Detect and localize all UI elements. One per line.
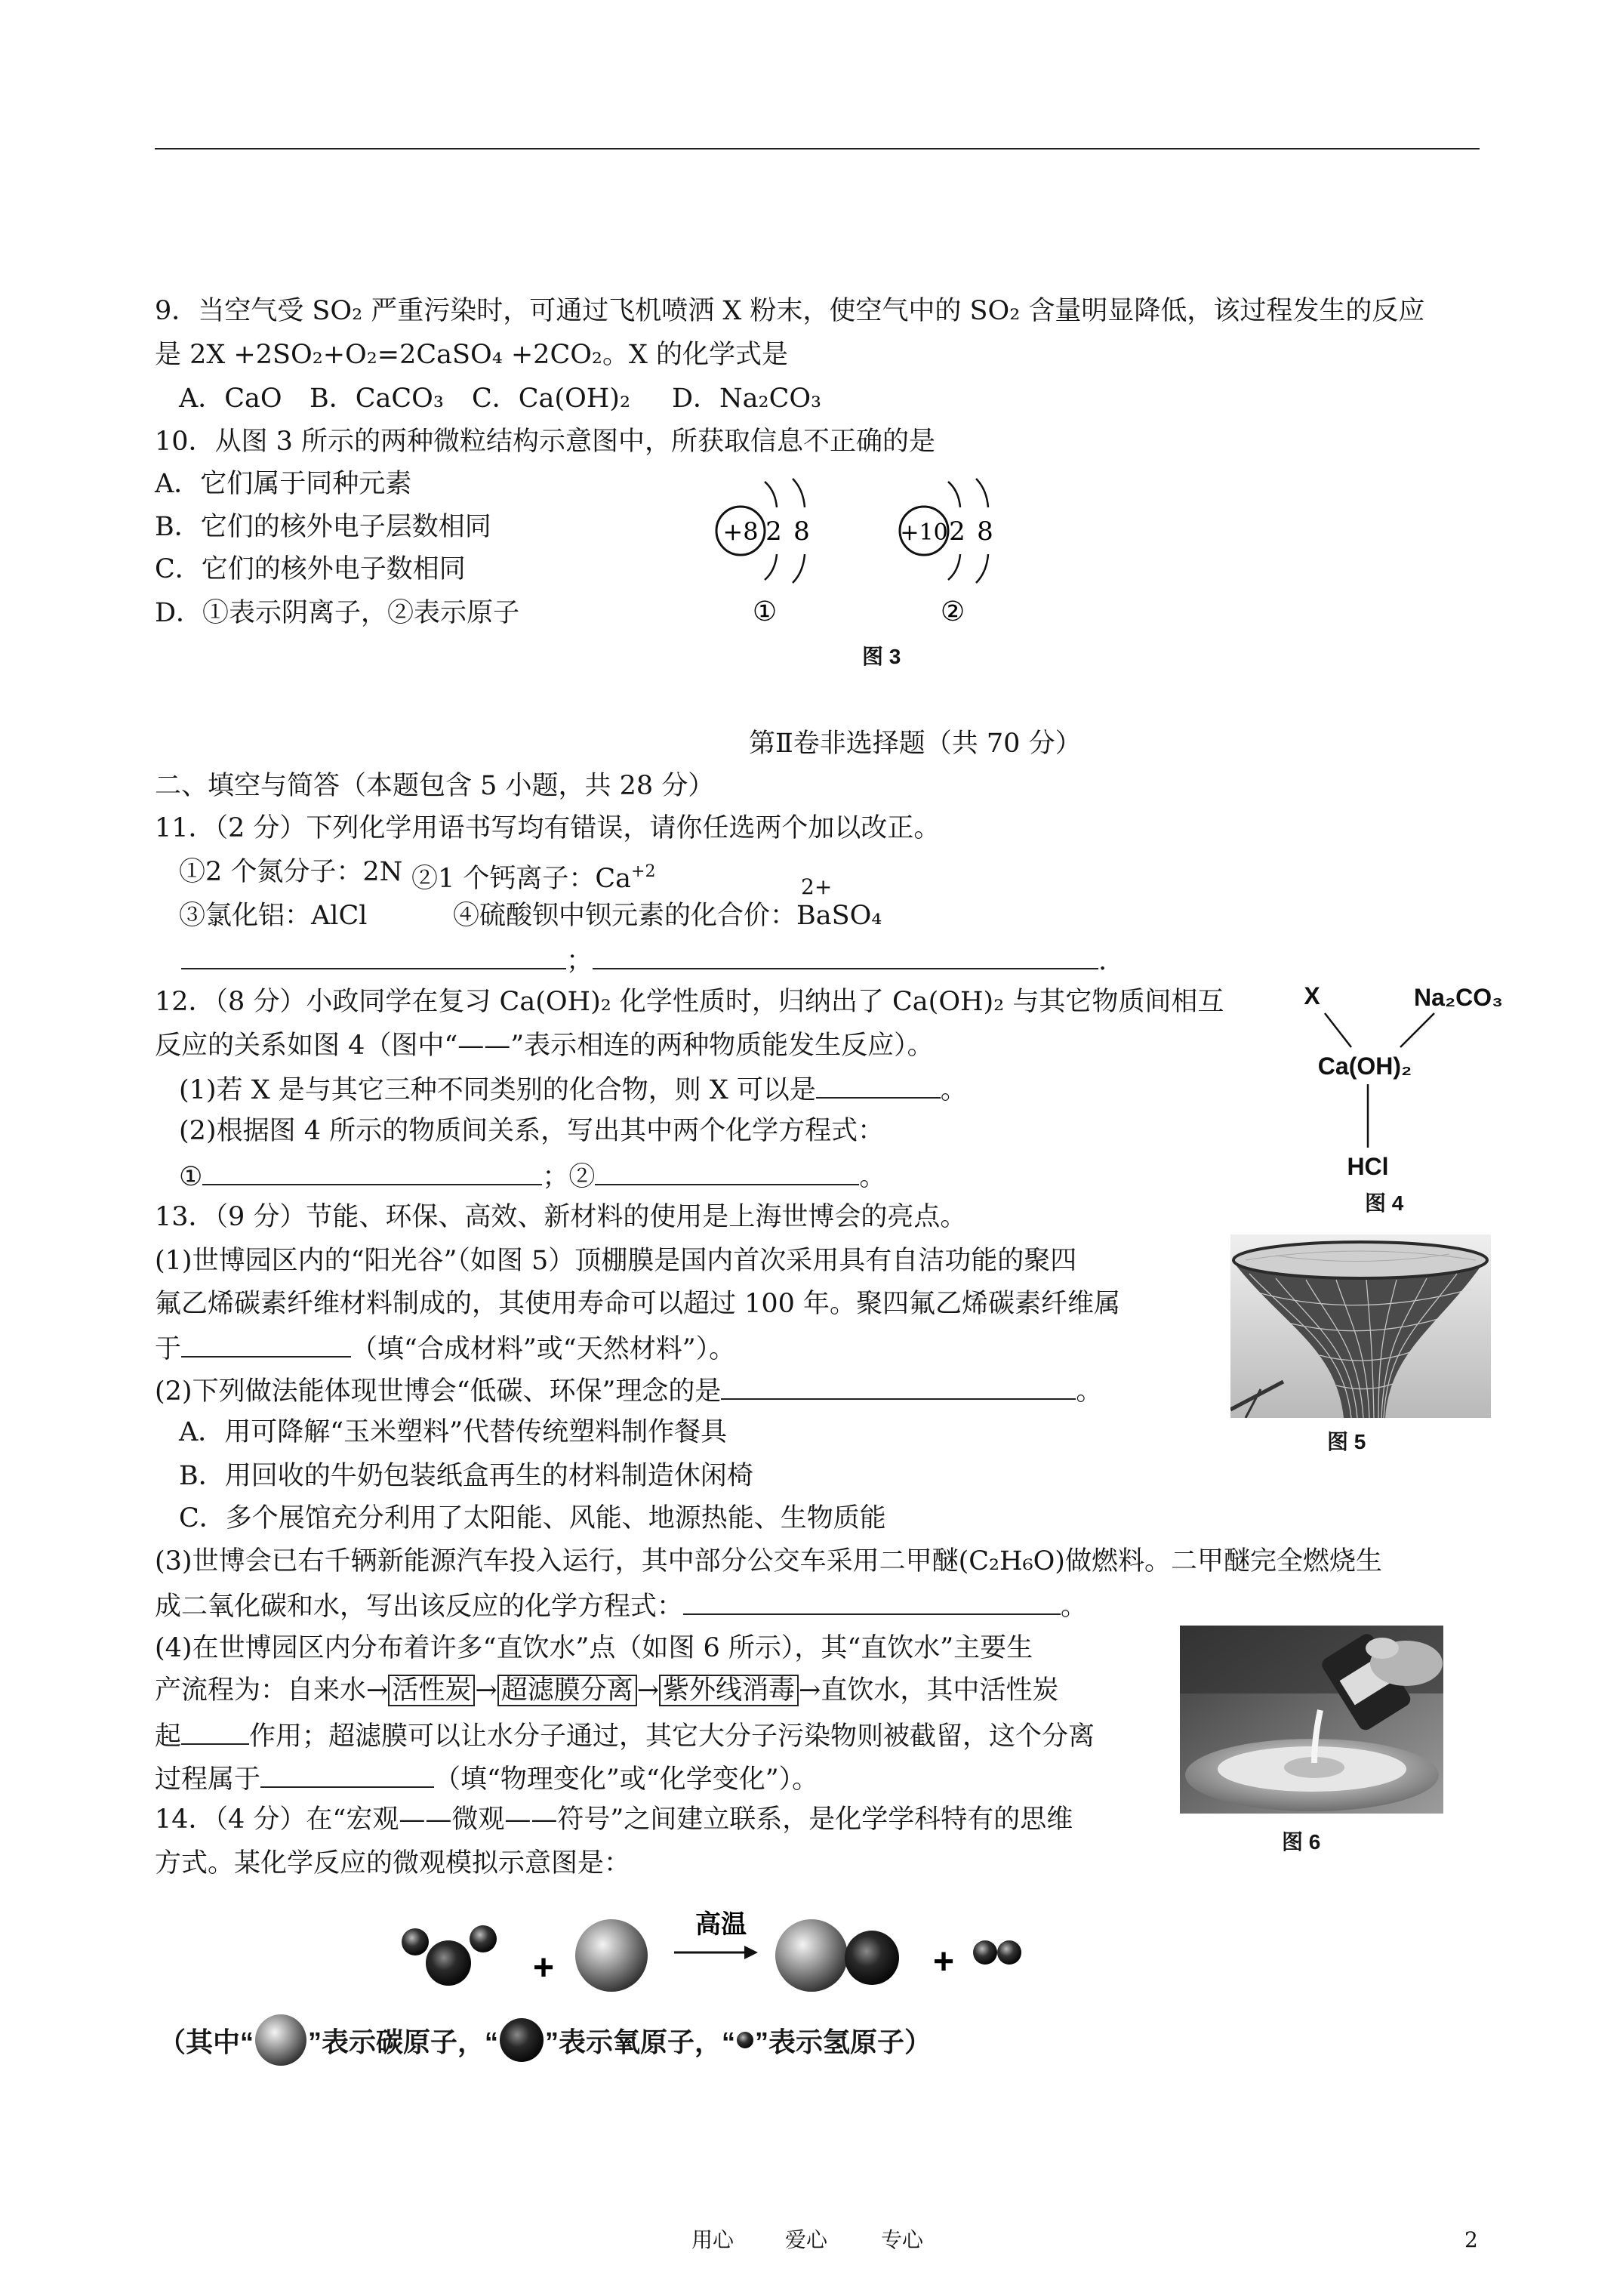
q13-p3-line-1: (3)世博会已右千辆新能源汽车投入运行，其中部分公交车采用二甲醚(C₂H₆O)做燃料。二甲醚完全燃烧生	[155, 1546, 1382, 1576]
q9-option-d: D．Na₂CO₃	[672, 384, 822, 414]
figure-6-caption: 图 6	[1282, 1830, 1321, 1854]
node-hcl: HCl	[1347, 1153, 1389, 1180]
q13-p4-line-3-pre: 起	[155, 1721, 182, 1752]
q11-item-2-text: ②1 个钙离子：Ca	[411, 864, 632, 894]
q11-item-2-charge: +2	[631, 862, 656, 881]
q12-answer-line	[179, 1158, 885, 1194]
q13-p3-line-2	[155, 1588, 1087, 1623]
q10-option-d: D．①表示阴离子，②表示原子	[155, 598, 520, 628]
q12-sub-1-end: 。	[940, 1075, 967, 1105]
q13-p3-line-2-pre: 成二氧化碳和水，写出该反应的化学方程式：	[155, 1592, 684, 1622]
q11-stem: 11．（2 分）下列化学用语书写均有错误，请你任选两个加以改正。	[155, 813, 941, 843]
flow-arrow: →	[475, 1675, 497, 1706]
footer-motto-1: 用心	[691, 2227, 735, 2252]
q13-p1-line-1: (1)世博园区内的“阳光谷”（如图 5）顶棚膜是国内首次采用具有自洁功能的聚四	[155, 1246, 1077, 1276]
plus-sign: +	[532, 1948, 555, 1988]
q13-p4-flow	[155, 1674, 1058, 1707]
q13-p1-line-3-post: （填“合成材料”或“天然材料”）。	[351, 1334, 736, 1364]
node-na2co3: Na₂CO₃	[1414, 984, 1503, 1011]
q13-p1-line-2: 氟乙烯碳素纤维材料制成的，其使用寿命可以超过 100 年。聚四氟乙烯碳素纤维属	[155, 1289, 1121, 1319]
footer-motto-3: 专心	[881, 2227, 924, 2252]
legend-text-2: ”表示碳原子，“	[308, 2026, 499, 2057]
q9-option-b: B．CaCO₃	[310, 384, 444, 414]
q13-p2	[155, 1373, 1102, 1408]
reaction-micro-diagram	[377, 1895, 1042, 2008]
q9-option-a: A．CaO	[179, 384, 282, 414]
q9-line-2: 是 2X +2SO₂+O₂=2CaSO₄ +2CO₂。X 的化学式是	[155, 340, 788, 370]
particle-marker-1: ①	[752, 596, 778, 627]
carbon-atom	[575, 1919, 648, 1992]
flow-box-activated-carbon: 活性炭	[388, 1675, 475, 1706]
q13-p4-line-4	[155, 1761, 818, 1796]
q11-item-3: ③氯化铝：AlCl	[179, 901, 368, 931]
atom-legend	[159, 2010, 932, 2070]
relation-lines	[1325, 1013, 1434, 1148]
hydrogen-atom	[973, 1940, 997, 1965]
answer-blank[interactable]	[260, 1761, 434, 1788]
q13-p1-line-3	[155, 1330, 735, 1366]
drinking-water-photo	[1180, 1626, 1443, 1814]
q9-option-c: C．Ca(OH)₂	[472, 384, 630, 414]
q13-p4-line-4-post: （填“物理变化”或“化学变化”）。	[434, 1764, 819, 1795]
answer-blank[interactable]	[181, 1330, 351, 1358]
q11-item-1: ①2 个氮分子：2N	[179, 857, 403, 887]
particle-structure-figure	[702, 468, 1027, 634]
answer-blank[interactable]	[202, 1158, 542, 1185]
shell-electrons-2-1: 2	[949, 516, 965, 547]
hydrogen-atom	[470, 1925, 497, 1952]
part-heading: 二、填空与简答（本题包含 5 小题，共 28 分）	[155, 771, 715, 801]
hydrogen-atom-icon	[735, 2030, 755, 2050]
q10-option-b: B．它们的核外电子层数相同	[155, 512, 491, 542]
answer-blank[interactable]	[816, 1071, 941, 1099]
shell-electrons-2-2: 8	[977, 516, 993, 547]
q11-item-4-formula-wrap	[796, 874, 882, 932]
q13-p2-option-c: C．多个展馆充分利用了太阳能、风能、地源热能、生物质能	[179, 1503, 886, 1533]
q12-answer-separator: ；②	[542, 1162, 596, 1192]
figure-4-caption: 图 4	[1365, 1191, 1404, 1215]
water-molecule	[402, 1925, 497, 1986]
q13-p4-line-3	[155, 1718, 1095, 1753]
section-title: 第Ⅱ卷非选择题（共 70 分）	[749, 729, 1082, 759]
hydrogen-atom	[997, 1940, 1021, 1965]
q11-answer-line	[181, 942, 1107, 978]
hydrogen-molecule	[973, 1940, 1021, 1965]
q13-p3-line-2-post: 。	[1061, 1592, 1088, 1622]
page-number: 2	[1464, 2227, 1478, 2252]
answer-blank[interactable]	[683, 1588, 1061, 1615]
hydrogen-atom	[402, 1928, 429, 1955]
particle-marker-2: ②	[940, 596, 965, 627]
q10-option-c: C．它们的核外电子数相同	[155, 554, 466, 584]
oxygen-atom	[426, 1940, 471, 1986]
legend-text-3: ”表示氧原子，“	[545, 2026, 736, 2057]
nucleus-charge-2: +10	[900, 519, 948, 546]
legend-text-1: （其中“	[159, 2026, 254, 2057]
q12-sub-2: (2)根据图 4 所示的物质间关系，写出其中两个化学方程式：	[179, 1116, 885, 1146]
legend-text-4: ”表示氢原子）	[755, 2026, 932, 2057]
reaction-arrow	[674, 1946, 758, 1959]
q10-option-a: A．它们属于同种元素	[155, 469, 412, 499]
carbon-atom-icon	[254, 2013, 308, 2067]
answer-blank[interactable]	[181, 1718, 249, 1745]
q13-p2-post: 。	[1076, 1376, 1103, 1407]
nucleus-charge-1: +8	[722, 517, 759, 546]
answer-blank[interactable]	[595, 1158, 859, 1185]
oxygen-atom	[845, 1931, 899, 1985]
figure-5-caption: 图 5	[1327, 1430, 1366, 1453]
q13-p2-pre: (2)下列做法能体现世博会“低碳、环保”理念的是	[155, 1376, 722, 1407]
q11-item-4-valence: 2+	[801, 874, 833, 899]
q11-answer-end: .	[1098, 946, 1107, 976]
q12-line-2: 反应的关系如图 4（图中“——”表示相连的两种物质能发生反应）。	[155, 1031, 934, 1061]
answer-blank[interactable]	[721, 1373, 1076, 1400]
q11-item-4-text: ④硫酸钡中钡元素的化合价：	[453, 901, 797, 931]
q12-line-1: 12．（8 分）小政同学在复习 Ca(OH)₂ 化学性质时，归纳出了 Ca(OH)₂ 与其它物质间相互	[155, 987, 1224, 1017]
answer-blank[interactable]	[593, 942, 1098, 969]
flow-pre: 产流程为：自来水→	[155, 1675, 389, 1706]
q13-p1-line-3-pre: 于	[155, 1334, 182, 1364]
carbon-atom	[775, 1919, 848, 1992]
flow-post: →直饮水，其中活性炭	[799, 1675, 1059, 1706]
q13-p4-line-4-pre: 过程属于	[155, 1764, 261, 1795]
q14-line-1: 14．（4 分）在“宏观——微观——符号”之间建立联系，是化学学科特有的思维	[155, 1804, 1073, 1835]
footer-motto-2: 爱心	[785, 2227, 828, 2252]
q12-answer-mark-1: ①	[179, 1162, 203, 1192]
flow-box-ultrafiltration: 超滤膜分离	[497, 1675, 637, 1706]
shell-electrons-1-1: 2	[765, 516, 782, 547]
q11-item-2	[411, 855, 655, 895]
q10-stem: 10．从图 3 所示的两种微粒结构示意图中，所获取信息不正确的是	[155, 427, 936, 457]
reaction-condition: 高温	[695, 1910, 747, 1939]
answer-blank[interactable]	[181, 942, 566, 969]
q12-answer-end: 。	[859, 1162, 886, 1192]
reaction-relationship-figure	[1283, 974, 1570, 1200]
q12-sub-1-text: (1)若 X 是与其它三种不同类别的化合物，则 X 可以是	[179, 1075, 816, 1105]
q14-line-2: 方式。某化学反应的微观模拟示意图是：	[155, 1848, 631, 1878]
q13-p4-line-3-post: 作用；超滤膜可以让水分子通过，其它大分子污染物则被截留，这个分离	[249, 1721, 1095, 1752]
q13-p2-option-b: B．用回收的牛奶包装纸盒再生的材料制造休闲椅	[179, 1461, 753, 1491]
node-caoh2: Ca(OH)₂	[1317, 1052, 1412, 1080]
q11-item-4-formula: BaSO₄	[796, 901, 882, 931]
carbon-monoxide-molecule	[775, 1919, 899, 1992]
flow-box-uv-disinfection: 紫外线消毒	[659, 1675, 799, 1706]
q13-p2-option-a: A．用可降解“玉米塑料”代替传统塑料制作餐具	[179, 1417, 728, 1447]
oxygen-atom-icon	[498, 2017, 545, 2063]
flow-arrow: →	[636, 1675, 660, 1706]
q13-line-1: 13．（9 分）节能、环保、高效、新材料的使用是上海世博会的亮点。	[155, 1202, 967, 1232]
q12-sub-1	[179, 1071, 967, 1107]
header-rule	[155, 148, 1480, 149]
sun-valley-photo	[1230, 1234, 1491, 1418]
shell-electrons-1-2: 8	[793, 516, 810, 547]
figure-3-caption: 图 3	[862, 645, 901, 668]
q11-answer-separator: ；	[566, 946, 593, 976]
node-x: X	[1304, 982, 1320, 1009]
q9-line-1: 9．当空气受 SO₂ 严重污染时，可通过飞机喷洒 X 粉末，使空气中的 SO₂ 含量明显降低，该过程发生的反应	[155, 296, 1425, 326]
q13-p4-line-1: (4)在世博园区内分布着许多“直饮水”点（如图 6 所示），其“直饮水”主要生	[155, 1633, 1033, 1663]
plus-sign: +	[932, 1942, 955, 1982]
